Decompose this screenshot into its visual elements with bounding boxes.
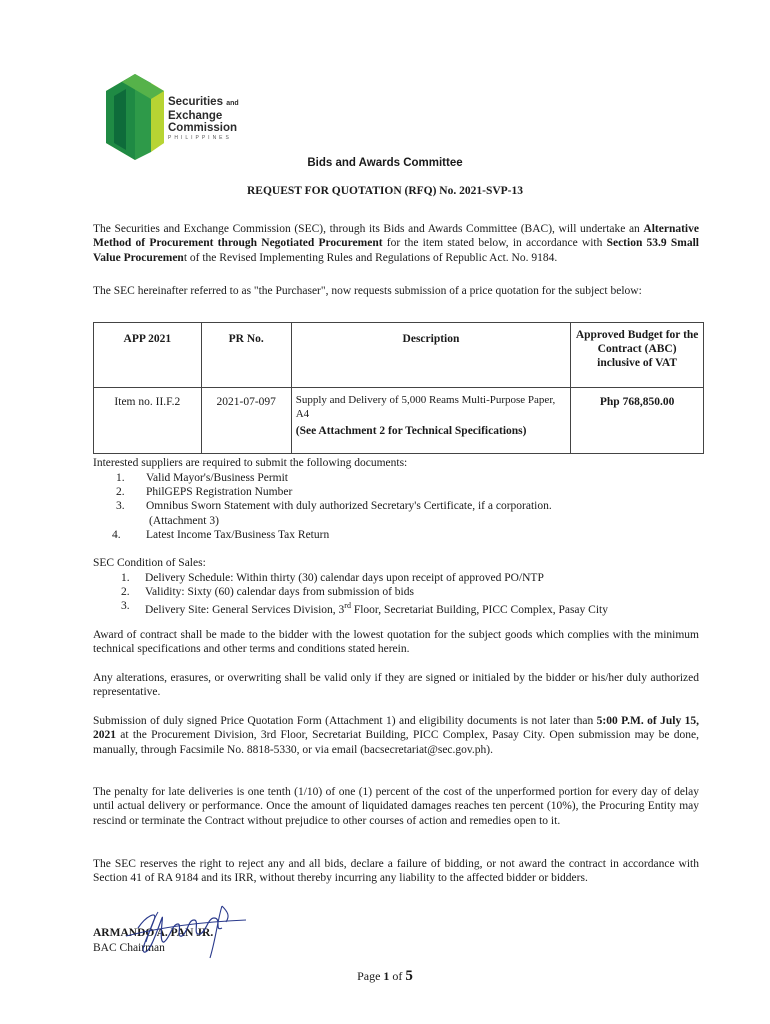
rfq-items-table: [93, 322, 704, 454]
cell-budget: Php 768,850.00: [571, 388, 704, 454]
rfq-title: REQUEST FOR QUOTATION (RFQ) No. 2021-SVP-13: [246, 185, 523, 197]
cell-pr-no: 2021-07-097: [201, 388, 291, 454]
list-item: 2. PhilGEPS Registration Number: [116, 486, 293, 499]
header-description: Description: [291, 323, 571, 388]
list-item: 3. Omnibus Sworn Statement with duly authorized Secretary's Certificate, if a corporation.: [116, 500, 552, 513]
list-item: 1. Delivery Schedule: Within thirty (30) calendar days upon receipt of approved PO/NTP: [121, 572, 544, 584]
cell-app: Item no. II.F.2: [94, 388, 202, 454]
list-item: 4. Latest Income Tax/Business Tax Return: [112, 528, 330, 541]
item-description: Supply and Delivery of 5,000 Reams Multi-Purpose Paper, A4: [295, 394, 556, 420]
signatory-title: BAC Chairman: [93, 942, 165, 954]
penalty-paragraph: The penalty for late deliveries is one tenth (1/10) of one (1) percent of the cost of the unperformed portion for every day of delay until actual delivery or performance. Once the amount of liquidated damages reaches ten percent (10%), the Procuring Entity may rescind or terminate the Contract without prejudice to other courses of action and remedies open to it.: [93, 786, 699, 827]
conditions-intro: SEC Condition of Sales:: [93, 557, 206, 569]
list-item: 3. Delivery Site: General Services Division, 3rd Floor, Secretariat Building, PICC Complex, Pasay City: [121, 600, 608, 617]
cell-description: [291, 388, 571, 454]
intro-paragraph: The Securities and Exchange Commission (SEC), through its Bids and Awards Committee (BAC), will undertake an Alternative Method of Procurement through Negotiated Procurement for the item stated below, in accordance with Section 53.9 Small Value Procurement of the Revised Implementing Rules and Regulations of Republic Act. No. 9184.: [93, 223, 700, 264]
page-number: Page 1 of 5: [357, 968, 413, 984]
purchaser-paragraph: The SEC hereinafter referred to as "the Purchaser", now requests submission of a price quotation for the subject below:: [93, 285, 642, 297]
sec-logo-wordmark: Securities and Exchange Commission PHILIPPINES: [168, 96, 239, 141]
header-app: APP 2021: [94, 323, 202, 388]
item-note: (See Attachment 2 for Technical Specifications): [295, 425, 527, 437]
header-pr-no: PR No.: [201, 323, 291, 388]
table-header-row: [94, 323, 704, 388]
committee-heading: Bids and Awards Committee: [307, 157, 463, 169]
conditions-list: [121, 571, 608, 617]
documents-intro: Interested suppliers are required to submit the following documents:: [93, 457, 408, 469]
handwritten-signature: [118, 898, 250, 970]
list-item: 1. Valid Mayor's/Business Permit: [116, 472, 288, 484]
documents-list: [112, 471, 552, 542]
submission-paragraph: Submission of duly signed Price Quotation Form (Attachment 1) and eligibility documents is not later than 5:00 P.M. of July 15, 2021 at the Procurement Division, 3rd Floor, Secretariat Building, PICC Complex, Pasay City. Open submission may be done, manually, through Facsimile No. 8818-5330, or via email (bacsecretariat@sec.gov.ph).: [93, 715, 699, 756]
sec-logo: [106, 74, 266, 164]
award-paragraph: Award of contract shall be made to the bidder with the lowest quotation for the subject goods which complies with the minimum technical specifications and other terms and conditions stated herein.: [93, 629, 699, 656]
list-item: 2. Validity: Sixty (60) calendar days from submission of bids: [121, 586, 414, 599]
list-item-continuation: (Attachment 3): [149, 514, 219, 527]
signatory-name: ARMANDO A. PAN JR.: [93, 927, 214, 939]
alterations-paragraph: Any alterations, erasures, or overwriting shall be valid only if they are signed or initialed by the bidder or his/her duly authorized representative.: [93, 672, 699, 699]
sec-logo-icon: [106, 74, 164, 160]
table-row: [94, 388, 704, 454]
reserve-paragraph: The SEC reserves the right to reject any and all bids, declare a failure of bidding, or not award the contract in accordance with Section 41 of RA 9184 and its IRR, without thereby incurring any liability to the affected bidder or bidders.: [93, 858, 699, 885]
header-budget: Approved Budget for the Contract (ABC) inclusive of VAT: [571, 323, 704, 388]
